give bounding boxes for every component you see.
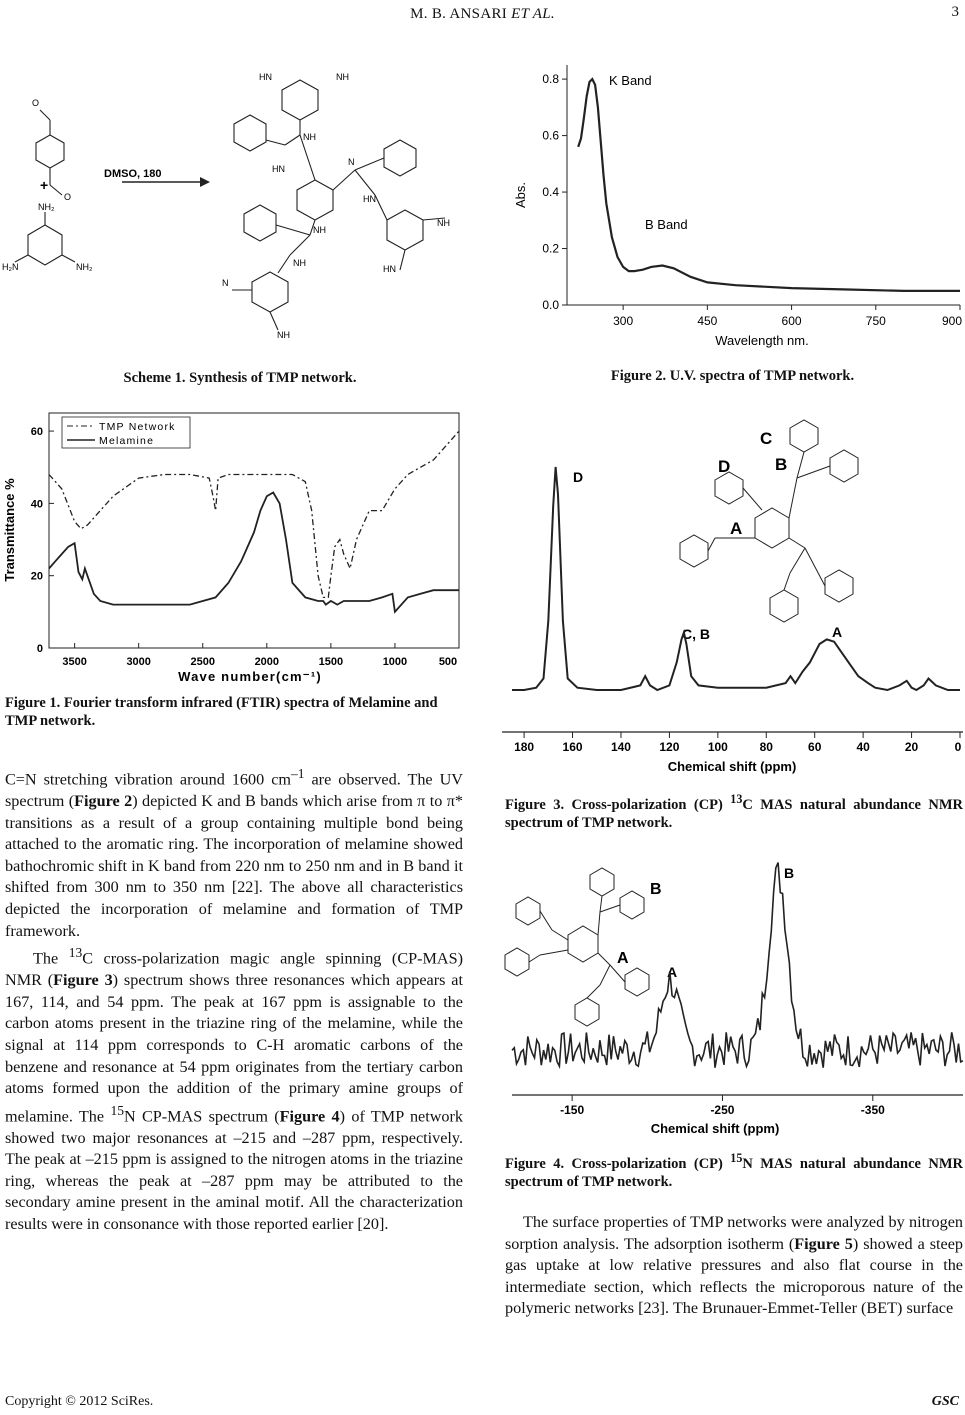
scheme-atom-hn1: HN xyxy=(259,72,272,82)
fig4-xtick-label: -350 xyxy=(860,1103,885,1117)
body-left-paragraph-1: C=N stretching vibration around 1600 $cm^{-1}$ are observed. The UV spectrum (Figure 2) depicted K and B bands which arise from π to π* transitions as a result of a group containing multiple bond being attached to the aromatic ring. The incorporation of melamine showed bathochromic shift in K band from 220 nm to 250 nm and in B band it shifted from 300 nm to 350 nm [22]. The above all characteristics depicted the incorporation of melamine and formation of TMP framework. xyxy=(5,766,463,940)
fig4-xtick-label: -250 xyxy=(710,1103,735,1117)
fig1-xlabel: Wave number(cm⁻¹) xyxy=(178,669,322,684)
footer-journal: GSC xyxy=(931,1394,959,1409)
scheme-atom-hn3: HN xyxy=(363,194,376,204)
scheme-atom-nh3: NH xyxy=(437,218,450,228)
fig4-struct-label-a: A xyxy=(617,950,629,967)
scheme-atom-o1: O xyxy=(32,98,40,108)
body-left-column xyxy=(5,763,463,1236)
scheme-plus: + xyxy=(40,177,49,193)
fig1-xtick-label: 3000 xyxy=(126,656,151,668)
figure2-uv-chart xyxy=(500,55,965,355)
fig4-struct-label-b: B xyxy=(650,881,662,898)
scheme-atom-nh5: NH xyxy=(293,258,306,268)
fig3-xtick-label: 180 xyxy=(514,740,535,754)
fig3-xtick-label: 120 xyxy=(659,740,680,754)
fig1-xtick-label: 500 xyxy=(438,656,458,668)
fig2-xtick-label: 750 xyxy=(865,314,886,328)
fig3-xtick-label: 160 xyxy=(562,740,583,754)
fig4-xtick-label: -150 xyxy=(560,1103,585,1117)
fig1-legend-melamine: Melamine xyxy=(99,435,155,447)
fig2-ytick-label: 0.6 xyxy=(542,128,559,143)
scheme-atom-n2: N xyxy=(222,278,229,288)
fig1-series-tmp xyxy=(49,431,459,597)
fig3-struct-label-c: C xyxy=(760,429,773,448)
fig4-peak-a-label: A xyxy=(667,964,678,980)
fig1-xtick-label: 2500 xyxy=(190,656,215,668)
fig4-spectrum-line xyxy=(512,863,963,1068)
fig2-ytick-label: 0.2 xyxy=(542,241,559,256)
figure4-caption: Figure 4. Cross-polarization (CP) $^{15}$N MAS natural abundance NMR spectrum of TMP network. xyxy=(505,1151,963,1190)
scheme-atom-hn4: HN xyxy=(383,264,396,274)
body-right-paragraph-1: The surface properties of TMP networks were analyzed by nitrogen sorption analysis. The adsorption isotherm (Figure 5) showed a steep gas uptake at low relative pressures and also flat course in the intermediate section, which reflects the microporous nature of the polymeric networks [23]. The Brunauer-Emmet-Teller (BET) surface xyxy=(505,1213,963,1318)
scheme-atom-nh1: NH xyxy=(336,72,349,82)
fig2-ytick-label: 0.0 xyxy=(542,298,559,312)
scheme-atom-nh2-top: NH₂ xyxy=(38,202,55,212)
fig3-struct-label-a: A xyxy=(730,519,743,538)
fig2-ytick-label: 0.8 xyxy=(542,72,559,87)
scheme-atom-h2n: H₂N xyxy=(2,262,19,272)
body-left-paragraph-2: The $^{13}$C cross-polarization magic angle spinning (CP-MAS) NMR (Figure 3) spectrum shows three resonances which appears at 167, 114, and 54 ppm. The peak at 167 ppm is assignable to the carbon atoms present in the triazine ring of the melamine, while the signal at 114 ppm corresponds to C-H aromatic carbons of the benzene and resonance at 54 ppm originates from the tertiary carbon atoms formed upon the addition of the primary amine groups of melamine. The $^{15}$N CP-MAS spectrum (Figure 4) of TMP network showed two major resonances at –215 and –287 ppm, respectively. The peak at –215 ppm is assigned to the nitrogen atoms in the triazine ring, whereas the peak at –287 ppm may be attributed to the secondary amine present in the aminal motif. All the characterization results were in consonance with those reported earlier [20]. xyxy=(5,945,463,1234)
fig2-xtick-label: 300 xyxy=(613,314,634,328)
fig2-xtick-label: 900 xyxy=(941,314,963,328)
scheme-atom-nh2: NH xyxy=(303,132,316,142)
fig3-struct-label-b: B xyxy=(775,455,788,474)
figure3-c13-nmr-chart xyxy=(500,398,965,783)
fig3-xtick-label: 20 xyxy=(904,740,919,754)
fig2-series-line xyxy=(578,79,960,291)
scheme-atom-n1: N xyxy=(348,157,355,167)
scheme-condition: DMSO, 180 xyxy=(104,168,162,180)
fig4-xlabel: Chemical shift (ppm) xyxy=(650,1121,780,1136)
page-number: 3 xyxy=(951,4,959,20)
fig3-xlabel: Chemical shift (ppm) xyxy=(667,759,797,774)
figure2-caption: Figure 2. U.V. spectra of TMP network. xyxy=(610,368,855,384)
fig1-xtick-label: 2000 xyxy=(254,656,280,668)
fig1-ytick-label: 40 xyxy=(30,498,43,511)
footer-copyright: Copyright © 2012 SciRes. xyxy=(5,1394,154,1409)
scheme-atom-nh4: NH xyxy=(313,225,326,235)
fig2-b-band-label: B Band xyxy=(645,217,688,232)
fig4-peak-b-label: B xyxy=(784,865,795,881)
fig3-struct-label-d: D xyxy=(718,457,731,476)
fig3-xtick-label: 80 xyxy=(759,740,773,754)
fig3-peak-a-label: A xyxy=(832,624,843,640)
fig2-ylabel: Abs. xyxy=(513,181,528,209)
fig1-xtick-label: 3500 xyxy=(62,656,87,668)
body-right-column xyxy=(505,1212,963,1320)
scheme-atom-o2: O xyxy=(64,192,72,202)
fig2-xtick-label: 450 xyxy=(697,314,718,328)
fig3-xtick-label: 0 xyxy=(954,740,962,754)
fig1-series-melamine xyxy=(49,493,459,612)
fig2-k-band-label: K Band xyxy=(609,73,652,88)
header-authors: M. B. ANSARI xyxy=(410,6,508,22)
fig1-ytick-label: 20 xyxy=(30,570,43,583)
fig2-xtick-label: 600 xyxy=(781,314,802,328)
scheme-atom-nh6: NH xyxy=(277,330,290,340)
figure4-n15-nmr-chart xyxy=(500,850,965,1145)
figure3-caption: Figure 3. Cross-polarization (CP) $^{13}$C MAS natural abundance NMR spectrum of TMP network. xyxy=(505,792,963,831)
fig3-xtick-label: 140 xyxy=(610,740,631,754)
figure1-caption: Figure 1. Fourier transform infrared (FTIR) spectra of Melamine and TMP network. xyxy=(5,695,438,729)
running-header xyxy=(0,6,965,23)
fig3-peak-d-label: D xyxy=(573,469,584,485)
fig1-xtick-label: 1500 xyxy=(318,656,344,668)
fig1-legend-tmp: TMP Network xyxy=(99,421,176,433)
fig1-ytick-label: 0 xyxy=(36,643,43,655)
figure1-ftir-chart xyxy=(0,405,465,685)
fig1-ylabel: Transmittance % xyxy=(2,478,17,582)
scheme1-reaction xyxy=(0,40,480,370)
header-et-al: ET AL. xyxy=(511,6,555,22)
fig3-peak-cb-label: C, B xyxy=(682,626,710,642)
fig2-ytick-label: 0.4 xyxy=(542,185,559,200)
scheme-atom-hn2: HN xyxy=(272,164,285,174)
fig2-xlabel: Wavelength nm. xyxy=(715,333,809,348)
fig1-ytick-label: 60 xyxy=(30,426,43,439)
fig3-xtick-label: 40 xyxy=(856,740,870,754)
scheme-atom-nh2-right: NH₂ xyxy=(76,262,93,272)
fig3-xtick-label: 100 xyxy=(707,740,728,754)
scheme1-caption: Scheme 1. Synthesis of TMP network. xyxy=(123,370,357,386)
fig3-xtick-label: 60 xyxy=(808,740,822,754)
fig1-xtick-label: 1000 xyxy=(382,656,408,668)
